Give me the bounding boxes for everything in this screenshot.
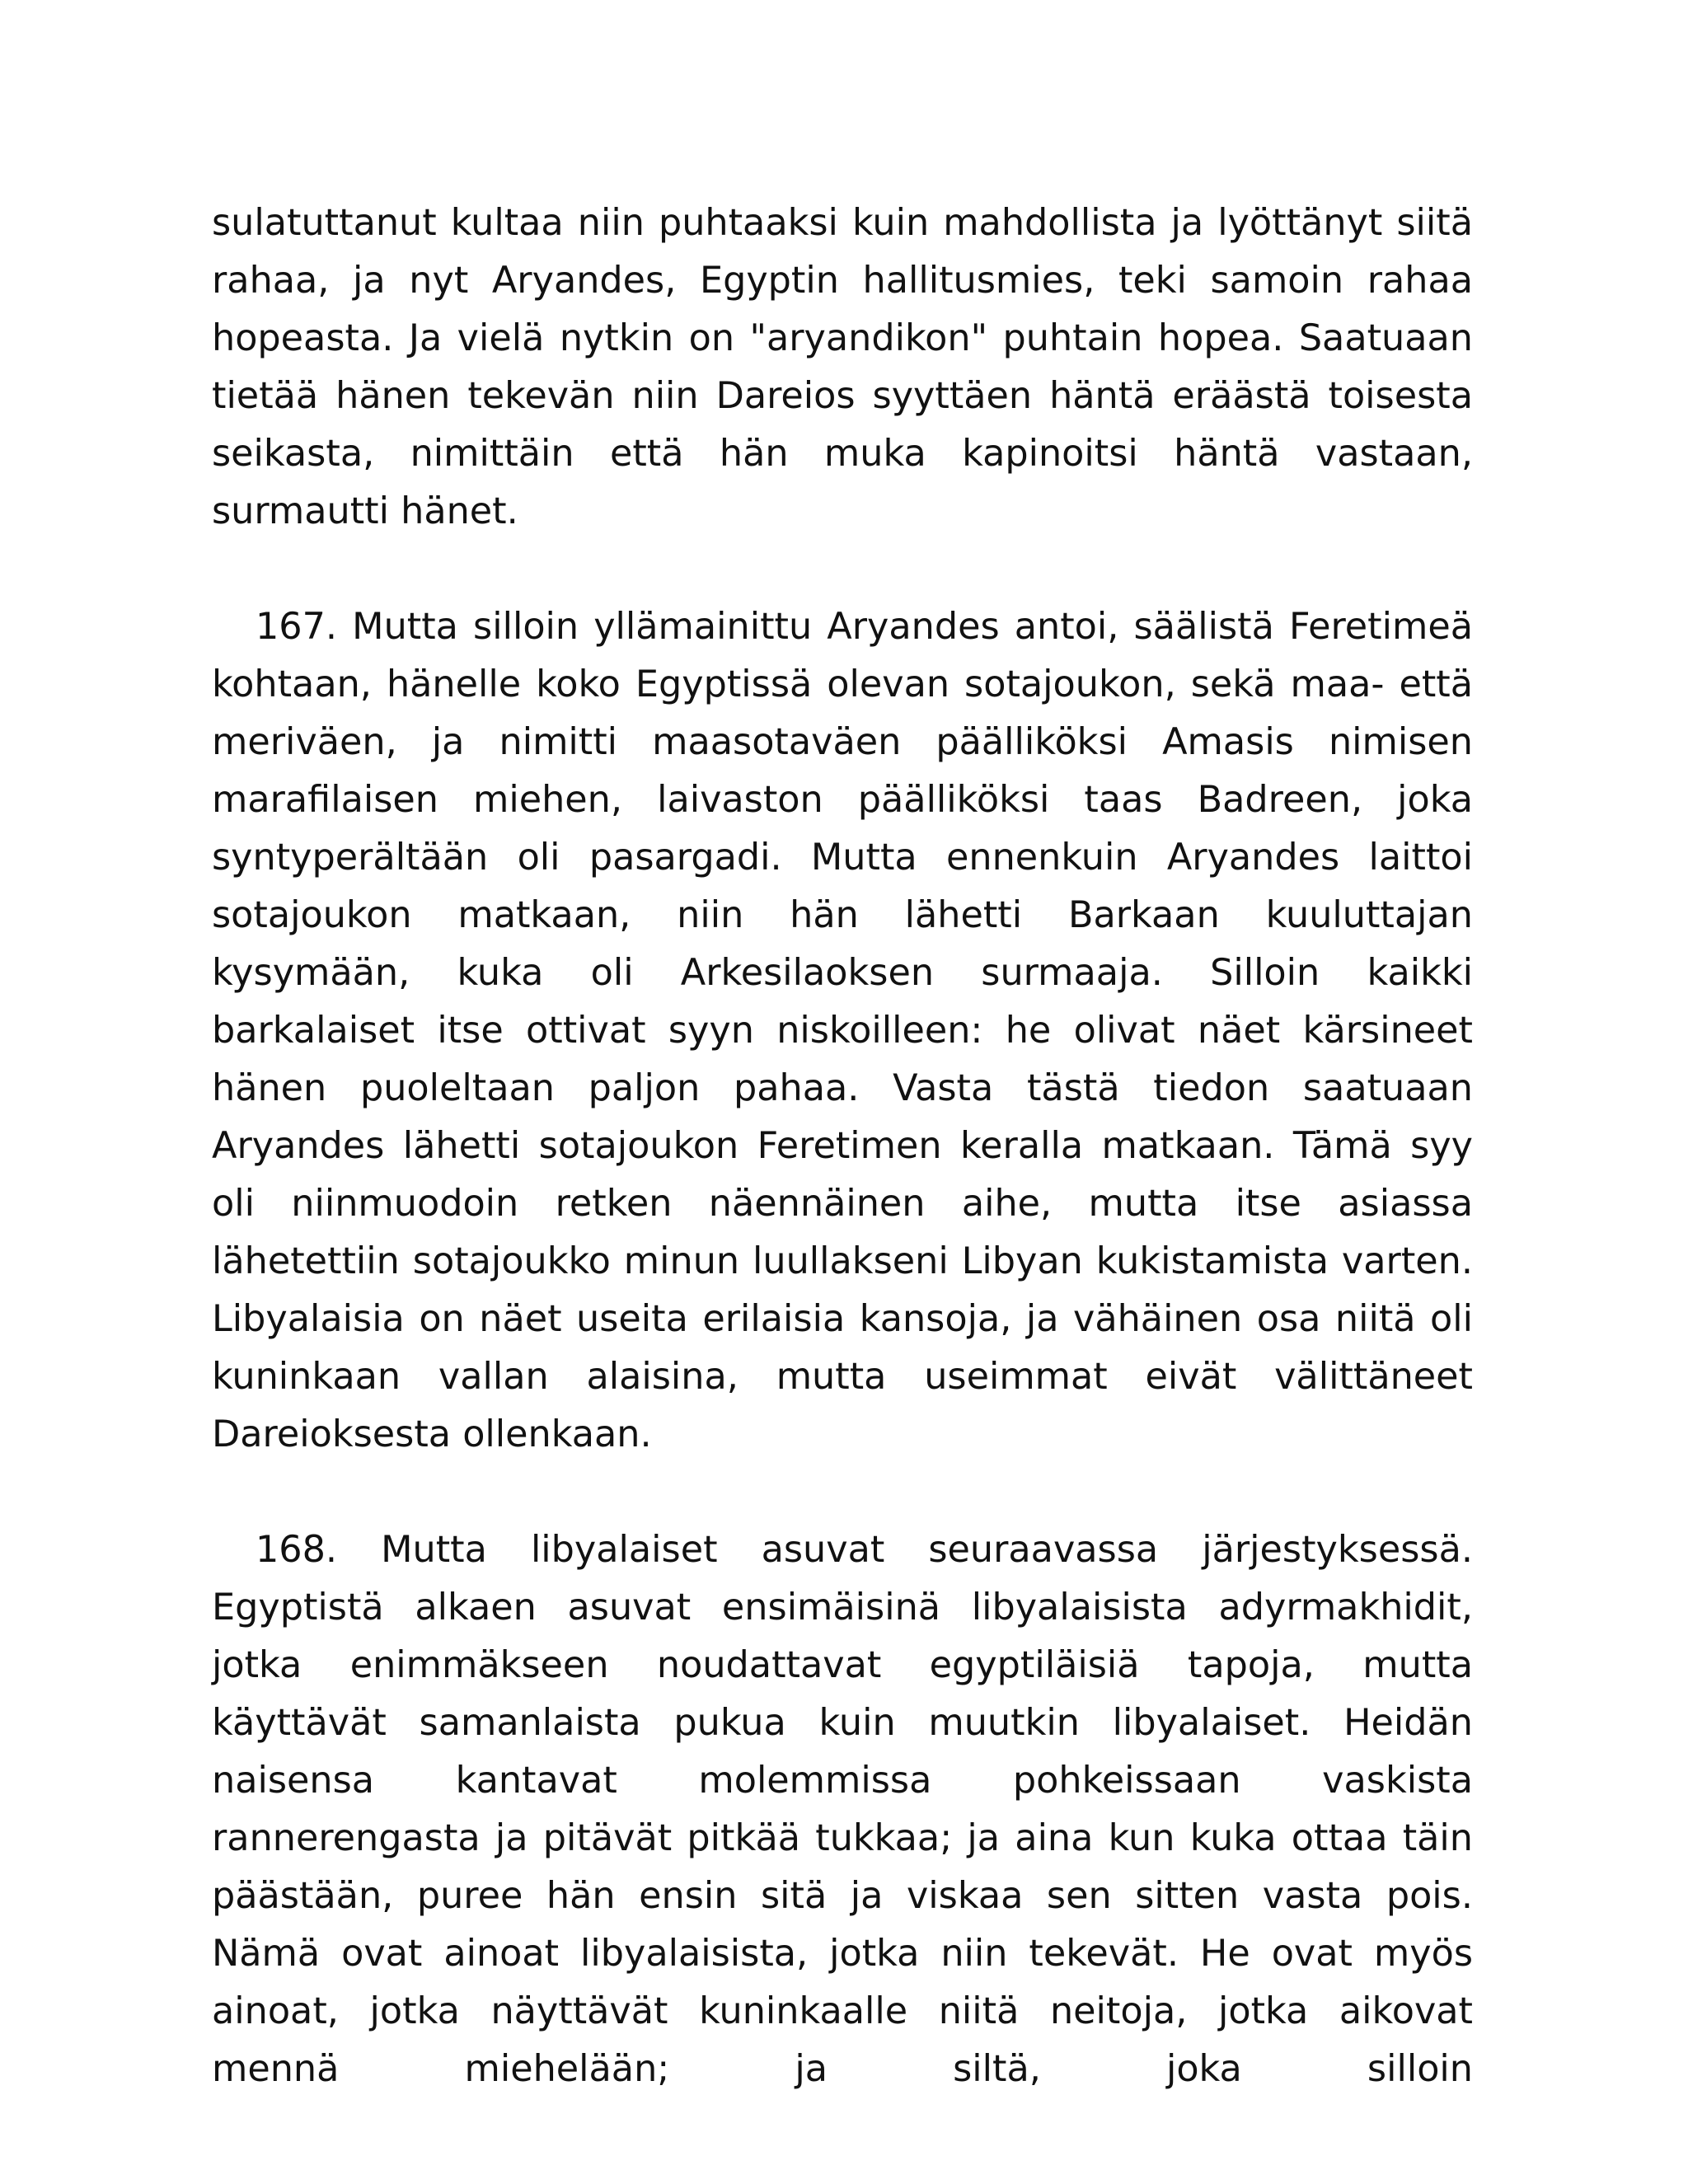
paragraph-167: 167. Mutta silloin yllämainittu Aryandes antoi, säälistä Feretimeä kohtaan, hänelle koko Egyptissä olevan sotajoukon, sekä maa- että meriväen, ja nimitti maasotaväen päälliköksi Amasis nimisen marafilaisen miehen, laivaston päälliköksi taas Badreen, joka syntyperältään oli pasargadi. Mutta ennenkuin Aryandes laittoi sotajoukon matkaan, niin hän lähetti Barkaan kuuluttajan kysymään, kuka oli Arkesilaoksen surmaaja. Silloin kaikki barkalaiset itse ottivat syyn niskoilleen: he olivat näet kärsineet hänen puoleltaan paljon pahaa. Vasta tästä tiedon saatuaan Aryandes lähetti sotajoukon Feretimen keralla matkaan. Tämä syy oli niinmuodoin retken näennäinen aihe, mutta itse asiassa lähetettiin sotajoukko minun luullakseni Libyan kukistamista varten. Libyalaisia on näet useita erilaisia kansoja, ja vähäinen osa niitä oli kuninkaan vallan alaisina, mutta useimmat eivät välittäneet Dareioksesta ollenkaan. xyxy=(212,606,1473,1455)
paragraph-continuation: sulatuttanut kultaa niin puhtaaksi kuin mahdollista ja lyöttänyt siitä rahaa, ja nyt Aryandes, Egyptin hallitusmies, teki samoin rahaa hopeasta. Ja vielä nytkin on "aryandikon" puhtain hopea. Saatuaan tietää hänen tekevän niin Dareios syyttäen häntä eräästä toisesta seikasta, nimittäin että hän muka kapinoitsi häntä vastaan, surmautti hänet. xyxy=(212,202,1473,532)
paragraph-168: 168. Mutta libyalaiset asuvat seuraavassa järjestyksessä. Egyptistä alkaen asuvat ensimäisinä libyalaisista adyrmakhidit, jotka enimmäkseen noudattavat egyptiläisiä tapoja, mutta käyttävät samanlaista pukua kuin muutkin libyalaiset. Heidän naisensa kantavat molemmissa pohkeissaan vaskista rannerengasta ja pitävät pitkää tukkaa; ja aina kun kuka ottaa täin päästään, puree hän ensin sitä ja viskaa sen sitten vasta pois. Nämä ovat ainoat libyalaisista, jotka niin tekevät. He ovat myös ainoat, jotka näyttävät kuninkaalle niitä neitoja, jotka aikovat mennä miehelään; ja siltä, joka silloin xyxy=(212,1529,1473,2090)
document-page xyxy=(212,194,1473,2098)
